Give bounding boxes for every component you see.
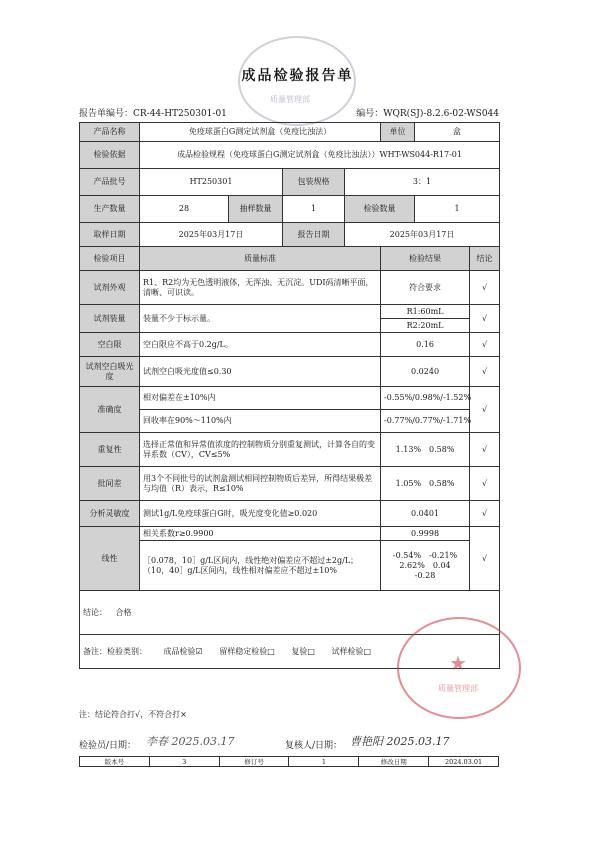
inspect-label: 检验数量 bbox=[345, 196, 415, 223]
res-accuracy-2: -0.77%/0.77%/-1.71% bbox=[381, 410, 470, 433]
res-volume-r1: R1:60mL bbox=[381, 305, 470, 319]
remark-option-2: 留样稳定检验□ bbox=[219, 646, 275, 656]
res-linearity-b: 2.62% 0.04 bbox=[399, 560, 451, 570]
col-standard: 质量标准 bbox=[140, 247, 381, 271]
spec-label: 包装规格 bbox=[283, 169, 345, 196]
remark-option-1: 成品检验☑ bbox=[163, 646, 203, 656]
conclusion-value: 合格 bbox=[115, 607, 132, 617]
note: 注：结论符合打√，不符合打× bbox=[79, 710, 187, 719]
version-footer bbox=[79, 756, 499, 767]
item-sensitivity: 分析灵敏度 bbox=[80, 501, 140, 527]
inspector-signature: 李春 2025.03.17 bbox=[146, 735, 235, 748]
std-appearance: R1、R2均为无色透明液体，无浑浊、无沉淀。UDI码清晰平面，清晰、可识读。 bbox=[140, 271, 381, 305]
unit-value: 盒 bbox=[415, 123, 500, 142]
std-accuracy-2: 回收率在90%～110%内 bbox=[140, 410, 381, 433]
inspector-label: 检验员/日期： bbox=[79, 741, 137, 751]
con-repeat: √ bbox=[470, 433, 500, 467]
effective-label: 修改日期 bbox=[359, 757, 429, 767]
version-label: 版本号 bbox=[80, 757, 150, 767]
res-linearity-c: -0.28 bbox=[414, 570, 436, 580]
con-appearance: √ bbox=[470, 271, 500, 305]
item-volume: 试剂装量 bbox=[80, 305, 140, 333]
version-value: 3 bbox=[149, 757, 219, 767]
item-accuracy: 准确度 bbox=[80, 387, 140, 433]
seal-text: 质量管理部 bbox=[438, 684, 478, 693]
res-linearity-1: 0.9998 bbox=[381, 527, 470, 541]
std-sensitivity: 测试1g/L免疫球蛋白G时，吸光度变化值≥0.020 bbox=[140, 501, 381, 527]
con-sensitivity: √ bbox=[470, 501, 500, 527]
std-linearity-2: ［0.078，10］g/L区间内，线性绝对偏差应不超过±2g/L；（10，40］g/L区间内，线性相对偏差应不超过±10% bbox=[140, 541, 381, 591]
item-linearity: 线性 bbox=[80, 527, 140, 591]
spec-value: 3：1 bbox=[345, 169, 500, 196]
col-conclusion: 结论 bbox=[470, 247, 500, 271]
seal-text: 质量管理部 bbox=[270, 95, 310, 104]
remark-label: 备注：检验类别： bbox=[83, 646, 147, 656]
unit-label: 单位 bbox=[381, 123, 415, 142]
conclusion-label: 结论： bbox=[83, 607, 107, 617]
res-appearance: 符合要求 bbox=[381, 271, 470, 305]
std-accuracy-1: 相对偏差在±10%内 bbox=[140, 387, 381, 410]
report-number: 报告单编号：CR-44-HT250301-01 bbox=[79, 109, 227, 119]
item-repeat: 重复性 bbox=[80, 433, 140, 467]
res-absorbance: 0.0240 bbox=[381, 357, 470, 387]
res-sensitivity: 0.0401 bbox=[381, 501, 470, 527]
remark-option-3: 复验□ bbox=[291, 646, 315, 656]
product-name: 免疫球蛋白G测定试剂盒（免疫比浊法） bbox=[140, 123, 381, 142]
res-blank: 0.16 bbox=[381, 333, 470, 357]
item-blank: 空白限 bbox=[80, 333, 140, 357]
effective-value: 2024.03.01 bbox=[429, 757, 499, 767]
date-value: 2025年03月17日 bbox=[140, 223, 283, 247]
item-appearance: 试剂外观 bbox=[80, 271, 140, 305]
res-linearity-2 bbox=[381, 541, 470, 591]
res-linearity-a: -0.54% -0.21% bbox=[392, 550, 458, 560]
std-repeat: 选择正常值和异常值浓度的控制物质分别重复测试，计算各自的变异系数（CV），CV≤5% bbox=[140, 433, 381, 467]
reviewer-label: 复核人/日期： bbox=[285, 741, 343, 751]
company-seal-red bbox=[397, 617, 521, 719]
std-absorbance: 试剂空白吸光度值≤0.30 bbox=[140, 357, 381, 387]
con-absorbance: √ bbox=[470, 357, 500, 387]
inspect-value: 1 bbox=[415, 196, 500, 223]
batch-label: 产品批号 bbox=[80, 169, 140, 196]
res-repeat: 1.13% 0.58% bbox=[381, 433, 470, 467]
batch-value: HT250301 bbox=[140, 169, 283, 196]
con-batchdiff: √ bbox=[470, 467, 500, 501]
basis-label: 检验依据 bbox=[80, 142, 140, 169]
product-name-label: 产品名称 bbox=[80, 123, 140, 142]
res-volume-r2: R2:20mL bbox=[381, 319, 470, 333]
inspection-table bbox=[79, 122, 500, 669]
reviewer-signature: 曹艳阳 2025.03.17 bbox=[350, 735, 450, 748]
report-date-value: 2025年03月17日 bbox=[345, 223, 500, 247]
con-volume: √ bbox=[470, 305, 500, 333]
star-icon: ★ bbox=[449, 651, 467, 675]
qty-label: 生产数量 bbox=[80, 196, 140, 223]
report-title: 成品检验报告单 bbox=[241, 68, 354, 84]
qty-value: 28 bbox=[140, 196, 229, 223]
col-item: 检验项目 bbox=[80, 247, 140, 271]
revision-value: 1 bbox=[289, 757, 359, 767]
item-absorbance: 试剂空白吸光度 bbox=[80, 357, 140, 387]
std-batchdiff: 用3个不同批号的试剂盒测试相同控制物质后差异，所得结果极差与均值（R）表示，R≤10% bbox=[140, 467, 381, 501]
revision-label: 修订号 bbox=[219, 757, 289, 767]
sample-value: 1 bbox=[283, 196, 345, 223]
std-blank: 空白限应不高于0.2g/L。 bbox=[140, 333, 381, 357]
report-date-label: 报告日期 bbox=[283, 223, 345, 247]
std-linearity-1: 相关系数r≥0.9900 bbox=[140, 527, 381, 541]
document-number: 编号：WQR(SJ)-8.2.6-02-WS044 bbox=[356, 109, 499, 119]
basis-value: 成品检验规程（免疫球蛋白G测定试剂盒（免疫比浊法））WHT-WS044-R17-01 bbox=[140, 142, 500, 169]
res-batchdiff: 1.05% 0.58% bbox=[381, 467, 470, 501]
remark-option-4: 试样检验□ bbox=[331, 646, 372, 656]
con-linearity: √ bbox=[470, 527, 500, 591]
con-accuracy: √ bbox=[470, 387, 500, 433]
std-volume: 装量不少于标示量。 bbox=[140, 305, 381, 333]
res-accuracy-1: -0.55%/0.98%/-1.52% bbox=[381, 387, 470, 410]
sample-label: 抽样数量 bbox=[229, 196, 283, 223]
item-batchdiff: 批间差 bbox=[80, 467, 140, 501]
col-result: 检验结果 bbox=[381, 247, 470, 271]
company-seal-top bbox=[238, 36, 356, 126]
con-blank: √ bbox=[470, 333, 500, 357]
date-label: 取样日期 bbox=[80, 223, 140, 247]
